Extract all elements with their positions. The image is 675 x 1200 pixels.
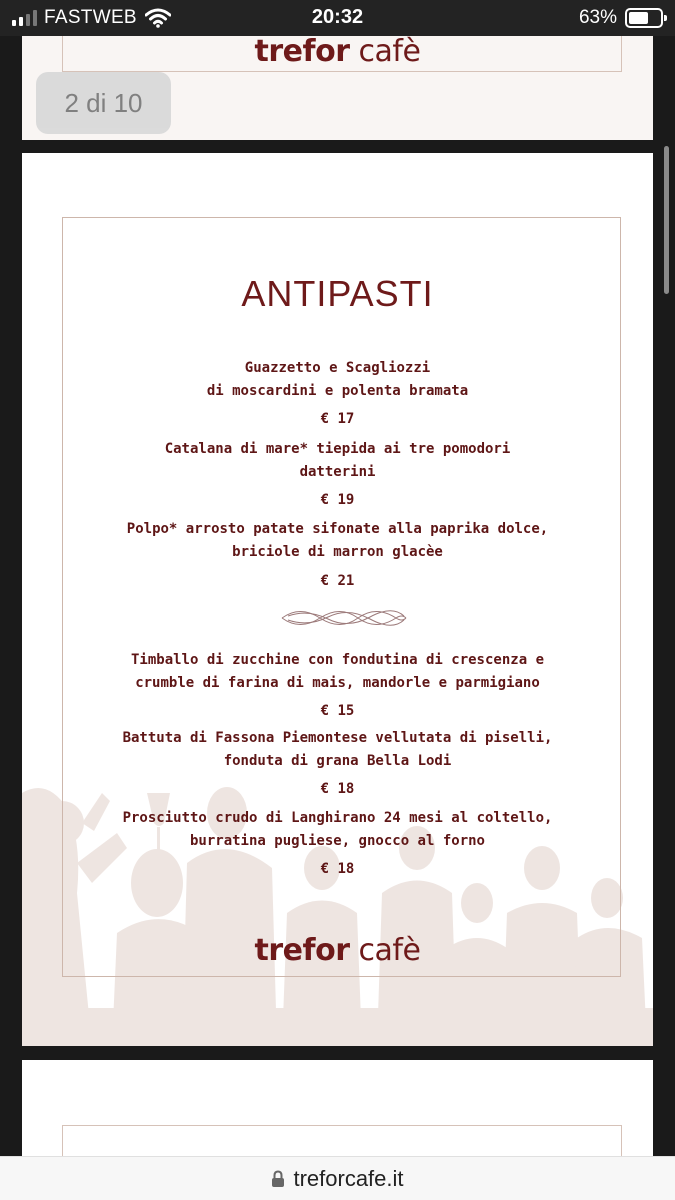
dish-name: Guazzetto e Scagliozzi di moscardini e polenta bramata: [206, 360, 469, 399]
dish-price: € 18: [320, 781, 355, 797]
battery-icon: [625, 8, 663, 28]
brand-logo: trefor cafè: [254, 36, 421, 69]
dish-name: Catalana di mare* tiepida ai tre pomodori datterini: [164, 441, 511, 480]
lock-icon: [271, 1170, 285, 1188]
brand-logo: trefor cafè: [254, 933, 421, 968]
url-text: treforcafe.it: [293, 1165, 404, 1191]
dish-name: Prosciutto crudo di Langhirano 24 mesi al coltello, burratina pugliese, gnocco al forno: [122, 810, 553, 849]
dish-price: € 17: [320, 411, 355, 427]
dish-name: Battuta di Fassona Piemontese vellutata di piselli, fonduta di grana Bella Lodi: [122, 730, 553, 769]
battery-percent: 63%: [578, 7, 617, 28]
wifi-icon: [145, 8, 171, 28]
dish-price: € 19: [320, 492, 355, 508]
signal-icon: [12, 10, 37, 26]
dish-price: € 21: [320, 573, 355, 589]
scrollbar[interactable]: [664, 146, 669, 294]
menu-page[interactable]: [22, 153, 653, 1046]
battery-level: [629, 12, 648, 24]
dish-price: € 15: [320, 703, 355, 719]
next-page[interactable]: [22, 1060, 653, 1160]
dish-name: Timballo di zucchine con fondutina di crescenza e crumble di farina di mais, mandorle e parmigiano: [130, 652, 544, 691]
status-bar: [0, 0, 675, 36]
dish-price: € 18: [320, 861, 355, 877]
menu-section-title: ANTIPASTI: [241, 273, 434, 314]
address-bar[interactable]: [0, 1156, 675, 1200]
clock: 20:32: [311, 6, 364, 28]
carrier-name: FASTWEB: [44, 7, 137, 28]
menu-frame: [62, 1125, 622, 1160]
dish-name: Polpo* arrosto patate sifonate alla paprika dolce, briciole di marron glacèe: [126, 521, 549, 560]
ornamental-divider: [280, 605, 408, 631]
page-indicator: 2 di 10: [36, 72, 171, 134]
